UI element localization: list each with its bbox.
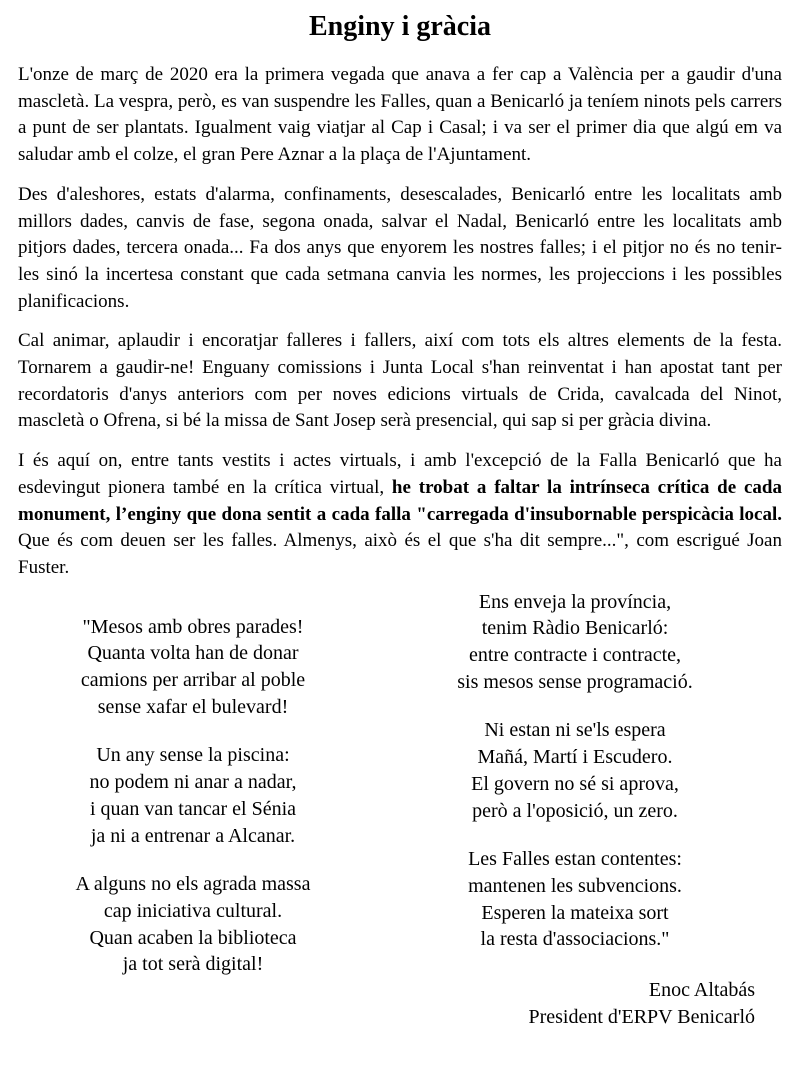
verse-line: sis mesos sense programació.	[457, 670, 693, 693]
verse-line: El govern no sé si aprova,	[471, 772, 679, 795]
verse-line: mantenen les subvencions.	[468, 874, 682, 897]
paragraph-4-bold-emphasis: he trobat a faltar la intrínseca crítica de cada monument, l’enginy que dona sentit a cada falla "carregada d'insubornable perspicàcia local.	[18, 476, 782, 525]
verse-line: Quan acaben la biblioteca	[89, 926, 297, 949]
paragraph-2: Des d'aleshores, estats d'alarma, confinaments, desescalades, Benicarló entre les localitats amb millors dades, canvis de fase, segona onada, salvar el Nadal, Benicarló entre les localitats amb pitjors dades, tercera onada... Fa dos anys que enyorem les nostres falles; i el pitjor no és no tenir-les sinó la incertesa constant que cada setmana canvia les normes, les projeccions i les possibles planificacions.	[18, 183, 782, 312]
signature-name: Enoc Altabás	[648, 979, 755, 1002]
page-title: Enginy i gràcia	[308, 11, 491, 42]
verse-line: sense xafar el bulevard!	[97, 695, 289, 718]
verse-line: no podem ni anar a nadar,	[89, 771, 297, 794]
verse-line: camions per arribar al poble	[80, 669, 306, 692]
verse-line: Les Falles estan contentes:	[468, 848, 682, 871]
verse-line: la resta d'associacions."	[480, 928, 670, 951]
poem-stanza-left-1	[18, 614, 368, 721]
paragraph-4-regular-end: Que és com deuen ser les falles. Almenys, això és el que s'ha dit sempre...", com escrigué Joan Fuster.	[18, 530, 782, 578]
poem-section	[18, 589, 782, 1031]
verse-line: Ens enveja la província,	[478, 590, 672, 613]
poem-stanza-right-3	[368, 846, 782, 953]
poem-left-column	[18, 589, 368, 1031]
verse-line: "Mesos amb obres parades!	[82, 615, 304, 638]
signature-role: President d'ERPV Benicarló	[528, 1005, 755, 1028]
poem-stanza-right-2	[368, 717, 782, 824]
poem-stanza-left-2	[18, 742, 368, 849]
paragraph-3: Cal animar, aplaudir i encoratjar falleres i fallers, així com tots els altres elements de la festa. Tornarem a gaudir-ne! Enguany comissions i Junta Local s'han reinventat i han apostat tant per recordatoris d'anys anteriors com per noves edicions virtuals de Crida, cavalcada del Ninot, mascletà o Ofrena, si bé la missa de Sant Josep serà presencial, qui sap si per gràcia divina.	[18, 330, 782, 432]
poem-stanza-right-1	[368, 589, 782, 696]
verse-line: Mañá, Martí i Escudero.	[477, 746, 673, 769]
poem-right-column	[368, 589, 782, 1031]
verse-line: cap iniciativa cultural.	[103, 899, 283, 922]
poem-stanza-left-3	[18, 871, 368, 978]
verse-line: Ni estan ni se'ls espera	[484, 719, 666, 742]
verse-line: ja tot serà digital!	[122, 953, 264, 976]
verse-line: tenim Ràdio Benicarló:	[481, 617, 669, 640]
paragraph-1: L'onze de març de 2020 era la primera vegada que anava a fer cap a València per a gaudir d'una mascletà. La vespra, però, es van suspendre les Falles, quan a Benicarló ja teníem ninots pels carrers a punt de ser plantats. Igualment vaig viatjar al Cap i Casal; i va ser el primer dia que algú em va saludar amb el colze, el gran Pere Aznar a la plaça de l'Ajuntament.	[18, 64, 782, 166]
verse-line: però a l'oposició, un zero.	[472, 799, 678, 822]
verse-line: A alguns no els agrada massa	[75, 873, 311, 896]
verse-line: i quan van tancar el Sénia	[89, 797, 297, 820]
verse-line: Quanta volta han de donar	[87, 642, 299, 665]
verse-line: Esperen la mateixa sort	[481, 901, 669, 924]
paragraph-4-regular-start: I és aquí on, entre tants vestits i actes virtuals, i amb l'excepció de la Falla Benicarló que ha esdevingut pionera també en la crítica virtual,	[18, 450, 782, 498]
verse-line: Un any sense la piscina:	[96, 744, 290, 767]
paragraph-4	[18, 448, 782, 582]
verse-line: ja ni a entrenar a Alcanar.	[90, 824, 296, 847]
signature-block	[368, 977, 782, 1030]
verse-line: entre contracte i contracte,	[468, 644, 682, 667]
